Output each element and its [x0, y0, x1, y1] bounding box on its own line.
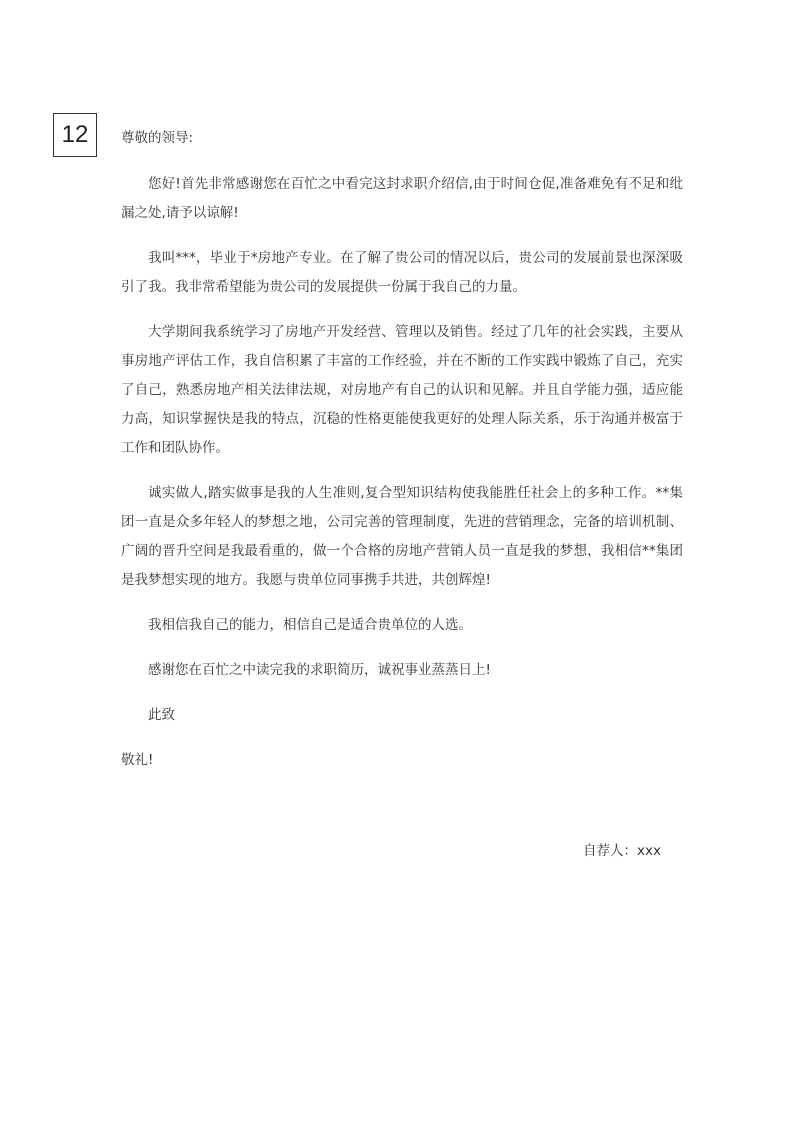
cover-letter-body [121, 124, 683, 775]
page-number: 12 [53, 113, 97, 157]
signature: 自荐人：xxx [583, 843, 661, 859]
salutation: 尊敬的领导: [121, 130, 194, 146]
paragraph-motivation: 诚实做人,踏实做事是我的人生准则,复合型知识结构使我能胜任社会上的多种工作。**集团一直是众多年轻人的梦想之地，公司完善的管理制度，先进的营销理念，完备的培训机制、广阔的晋升空间是我最看重的，做一个合格的房地产营销人员一直是我的梦想，我相信**集团是我梦想实现的地方。我愿与贵单位同事携手共进，共创辉煌! [121, 485, 683, 588]
paragraph-introduction: 我叫***，毕业于*房地产专业。在了解了贵公司的情况以后，贵公司的发展前景也深深吸引了我。我非常希望能为贵公司的发展提供一份属于我自己的力量。 [121, 250, 683, 295]
closing-line-1: 此致 [148, 707, 175, 723]
paragraph-confidence: 我相信我自己的能力，相信自己是适合贵单位的人选。 [148, 617, 472, 633]
paragraph-thanks: 感谢您在百忙之中读完我的求职简历，诚祝事业蒸蒸日上! [148, 662, 491, 678]
paragraph-greeting: 您好!首先非常感谢您在百忙之中看完这封求职介绍信,由于时间仓促,准备难免有不足和纰漏之处,请予以谅解! [121, 176, 683, 221]
paragraph-experience: 大学期间我系统学习了房地产开发经营、管理以及销售。经过了几年的社会实践，主要从事房地产评估工作，我自信积累了丰富的工作经验，并在不断的工作实践中锻炼了自己，充实了自己，熟悉房地产相关法律法规，对房地产有自己的认识和见解。并且自学能力强，适应能力高，知识掌握快是我的特点，沉稳的性格更能使我更好的处理人际关系，乐于沟通并极富于工作和团队协作。 [121, 324, 683, 456]
closing-line-2: 敬礼! [121, 752, 154, 768]
